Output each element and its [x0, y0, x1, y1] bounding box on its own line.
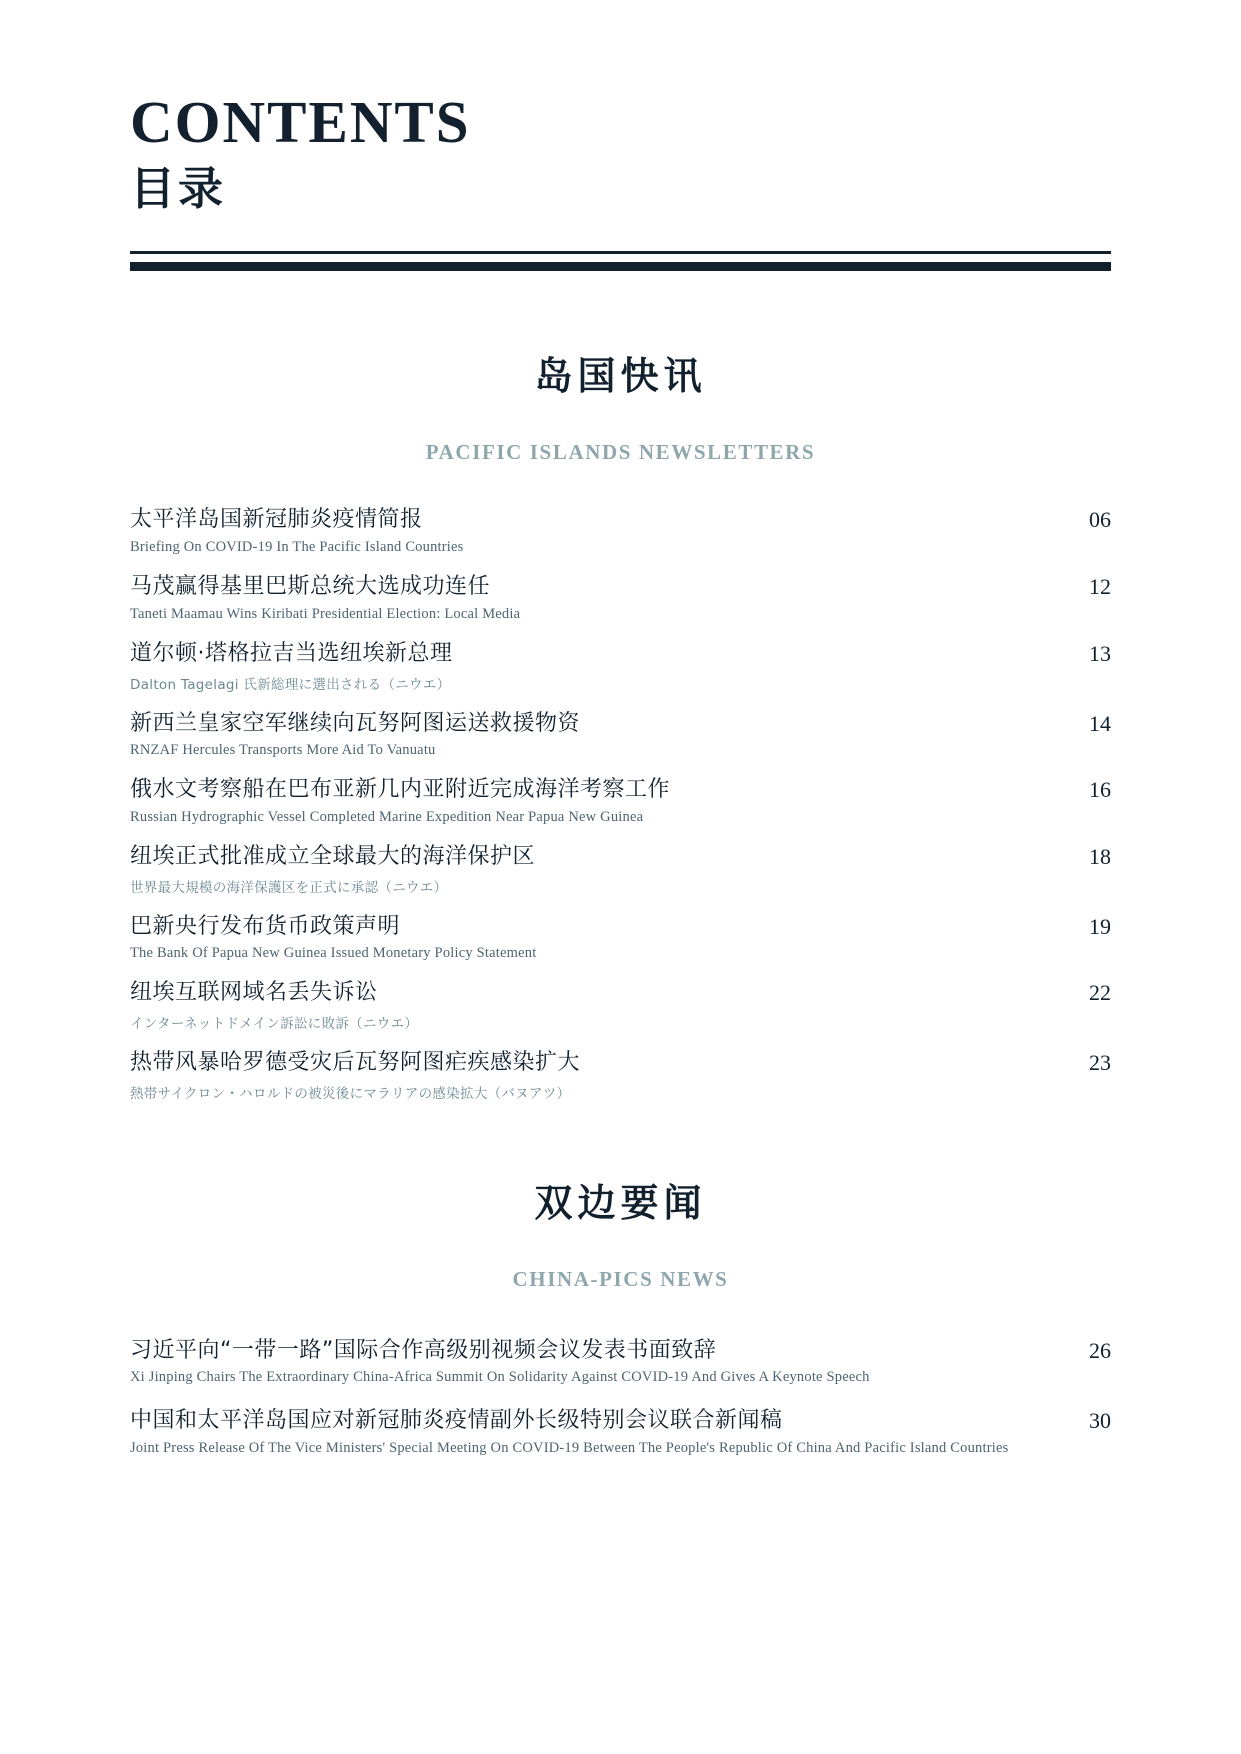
section-china-pics-news: [130, 1172, 1111, 1457]
divider-thin: [130, 251, 1111, 254]
list-item[interactable]: [130, 572, 1111, 623]
toc-entry-page: 23: [1089, 1049, 1111, 1075]
toc-entry-title: 纽埃互联网域名丢失诉讼: [130, 980, 378, 1006]
toc-entry-page: 22: [1089, 980, 1111, 1006]
toc-list: [130, 505, 1111, 1101]
toc-entry-page: 30: [1089, 1408, 1111, 1434]
toc-entry-subtitle: 熱帯サイクロン・ハロルドの被災後にマラリアの感染拡大（バヌアツ）: [130, 1085, 571, 1102]
list-item[interactable]: [130, 978, 1111, 1032]
list-item[interactable]: [130, 709, 1111, 760]
toc-entry-subtitle: RNZAF Hercules Transports More Aid To Vanuatu: [130, 742, 436, 759]
list-item[interactable]: [130, 505, 1111, 556]
section-title-cn: 双边要闻: [534, 1180, 707, 1225]
section-title-en: PACIFIC ISLANDS NEWSLETTERS: [425, 440, 816, 465]
toc-entry-page: 12: [1089, 574, 1111, 600]
toc-entry-text: [130, 912, 1071, 963]
list-item[interactable]: [130, 1336, 1111, 1387]
toc-entry-title: 纽埃正式批准成立全球最大的海洋保护区: [130, 843, 536, 869]
section-title-cn: 岛国快讯: [534, 354, 707, 399]
toc-entry-title: 俄水文考察船在巴布亚新几内亚附近完成海洋考察工作: [130, 777, 671, 803]
header-divider: [130, 251, 1111, 271]
toc-entry-text: [130, 505, 1071, 556]
toc-entry-subtitle: The Bank Of Papua New Guinea Issued Monetary Policy Statement: [130, 945, 537, 962]
toc-entry-page: 13: [1089, 640, 1111, 666]
list-item[interactable]: [130, 842, 1111, 896]
page-title-cn: 目录: [130, 161, 227, 215]
toc-entry-subtitle: Taneti Maamau Wins Kiribati Presidential Election: Local Media: [130, 605, 521, 622]
toc-entry-title: 中国和太平洋岛国应对新冠肺炎疫情副外长级特别会议联合新闻稿: [130, 1408, 783, 1434]
page-header: [130, 0, 1111, 271]
toc-entry-text: [130, 709, 1071, 760]
toc-list: [130, 1336, 1111, 1457]
toc-entry-text: [130, 1048, 1071, 1102]
toc-entry-page: 19: [1089, 913, 1111, 939]
toc-entry-subtitle: 世界最大規模の海洋保護区を正式に承認（ニウエ）: [130, 879, 448, 896]
list-item[interactable]: [130, 912, 1111, 963]
toc-entry-subtitle: Briefing On COVID-19 In The Pacific Island Countries: [130, 539, 464, 556]
toc-entry-page: 16: [1089, 777, 1111, 803]
toc-entry-page: 06: [1089, 507, 1111, 533]
toc-entry-text: [130, 639, 1071, 693]
toc-entry-page: 14: [1089, 710, 1111, 736]
toc-entry-title: 巴新央行发布货币政策声明: [130, 913, 401, 939]
toc-entry-title: 道尔顿·塔格拉吉当选纽埃新总理: [130, 640, 453, 666]
toc-entry-subtitle: Russian Hydrographic Vessel Completed Marine Expedition Near Papua New Guinea: [130, 808, 644, 825]
toc-entry-text: [130, 1406, 1071, 1457]
toc-entry-text: [130, 1336, 1071, 1387]
toc-entry-subtitle: Xi Jinping Chairs The Extraordinary China-Africa Summit On Solidarity Against COVID-19 And Gives A Keynote Speech: [130, 1369, 870, 1386]
list-item[interactable]: [130, 639, 1111, 693]
toc-entry-page: 18: [1089, 843, 1111, 869]
section-title-en: CHINA-PICS NEWS: [512, 1266, 729, 1291]
toc-entry-title: 马茂赢得基里巴斯总统大选成功连任: [130, 574, 491, 600]
toc-entry-subtitle: インターネットドメイン訴訟に敗訴（ニウエ）: [130, 1015, 419, 1032]
toc-entry-subtitle: Joint Press Release Of The Vice Ministers' Special Meeting On COVID-19 Between The People's Republic Of China And Pacific Island Countries: [130, 1440, 1009, 1456]
toc-entry-text: [130, 775, 1071, 826]
toc-entry-text: [130, 978, 1071, 1032]
toc-entry-page: 26: [1089, 1337, 1111, 1363]
toc-entry-text: [130, 572, 1071, 623]
divider-thick: [130, 262, 1111, 271]
toc-entry-title: 热带风暴哈罗德受灾后瓦努阿图疟疾感染扩大: [130, 1049, 581, 1075]
toc-entry-text: [130, 842, 1071, 896]
toc-entry-title: 太平洋岛国新冠肺炎疫情简报: [130, 507, 423, 533]
toc-entry-title: 新西兰皇家空军继续向瓦努阿图运送救援物资: [130, 710, 581, 736]
list-item[interactable]: [130, 1406, 1111, 1457]
list-item[interactable]: [130, 1048, 1111, 1102]
section-pacific-islands-newsletters: [130, 345, 1111, 1101]
page-title-en: CONTENTS: [130, 89, 471, 155]
toc-entry-subtitle: Dalton Tagelagi 氏新総理に選出される（ニウエ）: [130, 676, 451, 693]
toc-entry-title: 习近平向“一带一路”国际合作高级别视频会议发表书面致辞: [130, 1337, 717, 1363]
list-item[interactable]: [130, 775, 1111, 826]
